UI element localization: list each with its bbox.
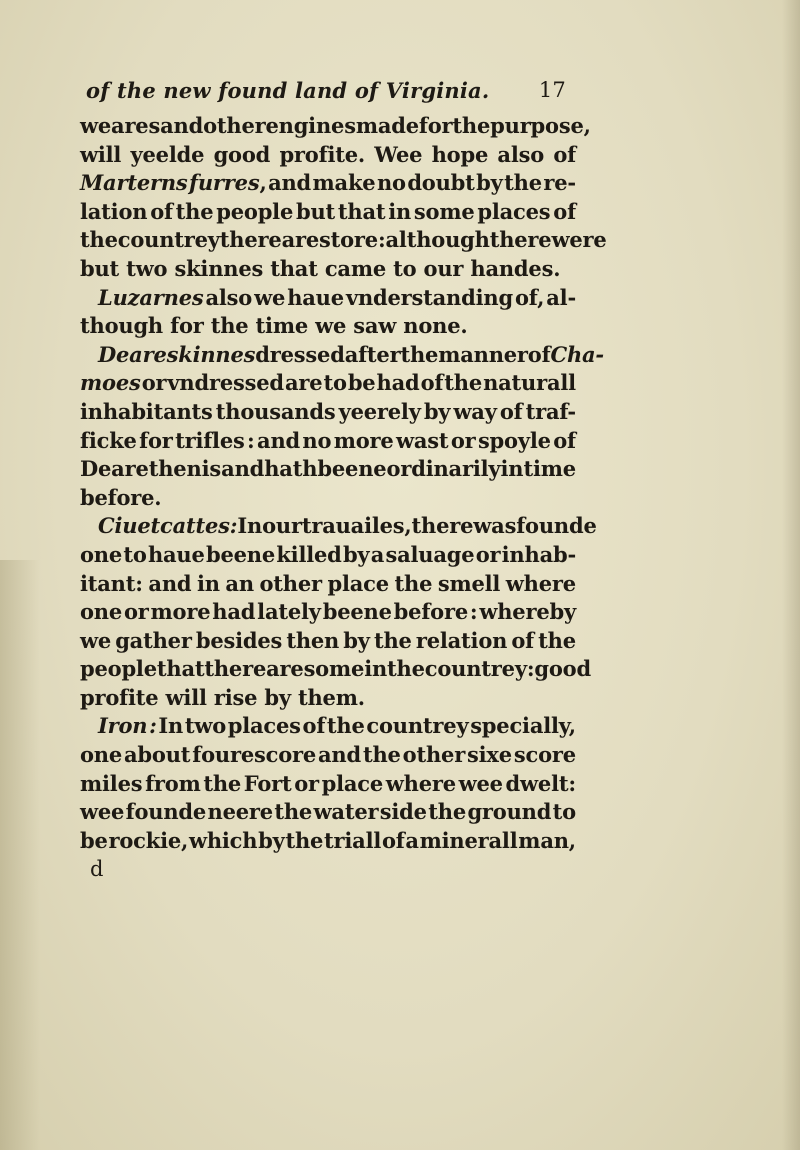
word: minerall xyxy=(419,827,518,853)
word: of xyxy=(420,370,444,396)
word: vndressed xyxy=(167,370,284,396)
text-line xyxy=(80,484,576,513)
word: the xyxy=(387,656,425,682)
text-line xyxy=(80,284,576,313)
word: ficke xyxy=(80,427,137,453)
word: furres, xyxy=(189,170,267,196)
text-line xyxy=(80,827,576,856)
word: in xyxy=(500,456,524,482)
word: there xyxy=(204,656,267,682)
word: hath xyxy=(264,456,318,482)
word: there xyxy=(489,227,552,253)
word: lately xyxy=(257,599,321,625)
word: although xyxy=(385,227,490,253)
word: man, xyxy=(518,827,576,853)
word: beene xyxy=(322,599,392,625)
word: then xyxy=(286,627,340,653)
word: yeelde xyxy=(130,141,205,167)
word: wast xyxy=(396,427,449,453)
word: founde xyxy=(516,513,597,539)
word: the xyxy=(452,113,491,138)
word: an xyxy=(225,570,254,596)
word: smell xyxy=(437,570,501,596)
word: doubt xyxy=(407,170,475,196)
word: we xyxy=(80,627,112,653)
word: ofCha- xyxy=(527,341,604,367)
word: Iron xyxy=(98,713,148,739)
word: also xyxy=(205,284,253,310)
word: of xyxy=(553,141,576,167)
word: of xyxy=(511,627,534,653)
word: itant: xyxy=(80,570,143,596)
word: beene xyxy=(205,541,276,567)
word: is xyxy=(201,456,222,482)
word: there xyxy=(219,227,282,253)
word: but xyxy=(295,198,336,224)
word: of xyxy=(381,827,405,853)
word: : xyxy=(247,427,255,453)
word: countrey: xyxy=(424,656,535,682)
word: about xyxy=(124,742,191,768)
word: the xyxy=(400,341,439,367)
word: from xyxy=(145,770,201,796)
word: there xyxy=(411,513,474,539)
word: manner xyxy=(438,341,528,367)
word: thousands xyxy=(215,398,336,424)
word: ground xyxy=(467,799,552,825)
word: one xyxy=(80,541,123,567)
word: before xyxy=(393,599,468,625)
word: also xyxy=(497,141,545,167)
word: al- xyxy=(546,284,576,310)
word: more xyxy=(333,427,394,453)
text-line xyxy=(80,570,576,599)
word: had xyxy=(212,599,256,625)
word: score xyxy=(513,742,576,768)
word: and xyxy=(318,742,361,768)
word: by xyxy=(476,170,503,196)
text-line xyxy=(80,455,576,484)
word: other xyxy=(259,570,322,596)
word: triall xyxy=(324,827,382,853)
word: haue xyxy=(287,284,344,310)
word: Fort xyxy=(243,770,292,796)
word: of xyxy=(150,198,173,224)
running-header xyxy=(86,78,566,112)
text-line xyxy=(80,398,576,427)
word: the xyxy=(538,627,576,653)
text-line xyxy=(80,741,576,770)
word: our xyxy=(262,513,302,539)
word: the xyxy=(175,198,214,224)
text-run: before. xyxy=(80,484,162,510)
word: the xyxy=(326,713,365,739)
word: or xyxy=(294,770,319,796)
word: time xyxy=(523,456,576,482)
word: are xyxy=(281,227,319,253)
word: of xyxy=(553,427,576,453)
word: Deare xyxy=(80,456,149,482)
word: by xyxy=(342,541,370,567)
word: countrey xyxy=(366,713,469,739)
word: other xyxy=(203,113,266,138)
word: whereby xyxy=(479,599,576,625)
text-line xyxy=(80,312,576,341)
word: Ciuet xyxy=(98,513,161,539)
word: of xyxy=(553,198,576,224)
word: traf- xyxy=(525,398,576,424)
word: a xyxy=(405,827,419,853)
word: or xyxy=(450,427,476,453)
signature-mark: d xyxy=(90,857,104,882)
text-line xyxy=(80,255,576,284)
word: the xyxy=(444,370,483,396)
word: hope xyxy=(431,141,489,167)
word: the xyxy=(80,227,118,253)
text-line xyxy=(80,169,576,198)
word: or xyxy=(475,541,501,567)
word: beene xyxy=(317,456,387,482)
word: are xyxy=(284,370,323,396)
word: yeerely xyxy=(338,398,421,424)
word: water xyxy=(313,799,379,825)
word: relation xyxy=(415,627,508,653)
text-line xyxy=(80,655,591,684)
word: that xyxy=(156,656,205,682)
word: In xyxy=(158,713,184,739)
word: way xyxy=(453,398,497,424)
text-line xyxy=(80,598,576,627)
word: after xyxy=(344,341,401,367)
text-line xyxy=(80,712,576,741)
page-stain xyxy=(0,560,40,1150)
word: to xyxy=(323,370,347,396)
word: two xyxy=(184,713,227,739)
word: dwelt: xyxy=(505,770,576,796)
word: or xyxy=(123,599,149,625)
word: a xyxy=(370,541,385,567)
word: people xyxy=(80,656,157,682)
text-line xyxy=(80,341,604,370)
word: some xyxy=(303,656,365,682)
word: where xyxy=(385,770,456,796)
word: and xyxy=(148,570,192,596)
word: or xyxy=(141,370,167,396)
word: weares xyxy=(80,113,161,138)
word: in xyxy=(364,656,388,682)
word: Deare xyxy=(98,341,167,367)
text-line xyxy=(80,141,576,170)
word: side xyxy=(379,799,427,825)
word: vnderstanding xyxy=(345,284,513,310)
word: and xyxy=(160,113,204,138)
word: made xyxy=(355,113,419,138)
word: are xyxy=(266,656,304,682)
word: : xyxy=(149,713,157,739)
word: no xyxy=(302,427,332,453)
word: gather xyxy=(115,627,192,653)
word: profite. xyxy=(279,141,365,167)
word: miles xyxy=(80,770,143,796)
word: will xyxy=(80,141,122,167)
word: rockie, xyxy=(108,827,189,853)
word: haue xyxy=(147,541,205,567)
text-line xyxy=(80,798,576,827)
word: sixe xyxy=(467,742,512,768)
word: the xyxy=(285,827,324,853)
word: the xyxy=(274,799,313,825)
word: for xyxy=(139,427,173,453)
word: good xyxy=(534,656,591,682)
text-run: profite will rise by them. xyxy=(80,684,365,710)
word: ordinarily xyxy=(386,456,501,482)
word: cattes: xyxy=(160,513,238,539)
word: that xyxy=(337,198,386,224)
text-run: though for the time we saw none. xyxy=(80,313,468,339)
word: where xyxy=(505,570,576,596)
word: in xyxy=(388,198,412,224)
word: be xyxy=(80,827,108,853)
word: fourescore xyxy=(192,742,317,768)
word: and xyxy=(268,170,312,196)
word: specially, xyxy=(470,713,576,739)
word: naturall xyxy=(483,370,576,396)
page-edge-shadow xyxy=(782,0,800,1150)
word: the xyxy=(428,799,466,825)
text-run: but two skinnes that came to our handes. xyxy=(80,255,561,281)
word: neere xyxy=(207,799,273,825)
word: places xyxy=(227,713,301,739)
word: wee xyxy=(80,799,125,825)
word: skinnes xyxy=(166,341,256,367)
word: the xyxy=(504,170,542,196)
word: the xyxy=(373,627,412,653)
word: the xyxy=(362,742,401,768)
word: place xyxy=(321,770,384,796)
word: trifles xyxy=(175,427,245,453)
word: some xyxy=(413,198,475,224)
word: of xyxy=(499,398,523,424)
word: In xyxy=(237,513,263,539)
word: of xyxy=(302,713,326,739)
word: by xyxy=(343,627,370,653)
text-line xyxy=(80,627,576,656)
word: of, xyxy=(514,284,545,310)
word: in xyxy=(196,570,220,596)
word: and xyxy=(221,456,265,482)
word: to xyxy=(552,799,576,825)
word: inhab- xyxy=(501,541,576,567)
text-line xyxy=(80,226,607,255)
text-line xyxy=(80,112,591,141)
word: engines xyxy=(265,113,356,138)
word: spoyle xyxy=(477,427,551,453)
word: moes xyxy=(80,370,141,396)
word: one xyxy=(80,742,123,768)
word: had xyxy=(376,370,420,396)
word: which xyxy=(188,827,258,853)
word: the xyxy=(394,570,433,596)
word: good xyxy=(213,141,271,167)
word: dressed xyxy=(255,341,345,367)
running-title: of the new found land of Virginia. xyxy=(86,78,490,103)
word: other xyxy=(402,742,466,768)
word: for xyxy=(418,113,453,138)
word: trauailes, xyxy=(301,513,412,539)
text-line xyxy=(80,512,597,541)
body-text xyxy=(80,112,607,884)
word: purpose, xyxy=(490,113,591,138)
word: by xyxy=(258,827,285,853)
word: to xyxy=(123,541,147,567)
word: we xyxy=(254,284,286,310)
text-line xyxy=(80,684,576,713)
word: Marterns xyxy=(80,170,188,196)
text-line xyxy=(80,198,576,227)
text-line xyxy=(80,369,576,398)
word: the xyxy=(203,770,242,796)
word: lation xyxy=(80,198,148,224)
word: : xyxy=(469,599,478,625)
word: saluage xyxy=(385,541,475,567)
text-line xyxy=(80,770,576,799)
text-line xyxy=(80,427,576,456)
word: more xyxy=(150,599,211,625)
word: no xyxy=(376,170,406,196)
word: by xyxy=(423,398,451,424)
word: besides xyxy=(195,627,283,653)
word: wee xyxy=(458,770,503,796)
word: was xyxy=(473,513,517,539)
word: be xyxy=(347,370,376,396)
word: Luzarnes xyxy=(98,284,204,310)
word: Wee xyxy=(374,141,423,167)
word: inhabitants xyxy=(80,398,213,424)
word: one xyxy=(80,599,123,625)
word: countrey xyxy=(117,227,220,253)
word: then xyxy=(148,456,202,482)
word: place xyxy=(327,570,389,596)
word: re- xyxy=(543,170,576,196)
word: founde xyxy=(125,799,207,825)
word: store: xyxy=(319,227,386,253)
word: and xyxy=(257,427,300,453)
page-number: 17 xyxy=(538,78,566,102)
text-line xyxy=(80,541,576,570)
word: killed xyxy=(276,541,342,567)
word: places xyxy=(477,198,551,224)
word: people xyxy=(216,198,294,224)
word: were xyxy=(551,227,607,253)
word: make xyxy=(312,170,376,196)
